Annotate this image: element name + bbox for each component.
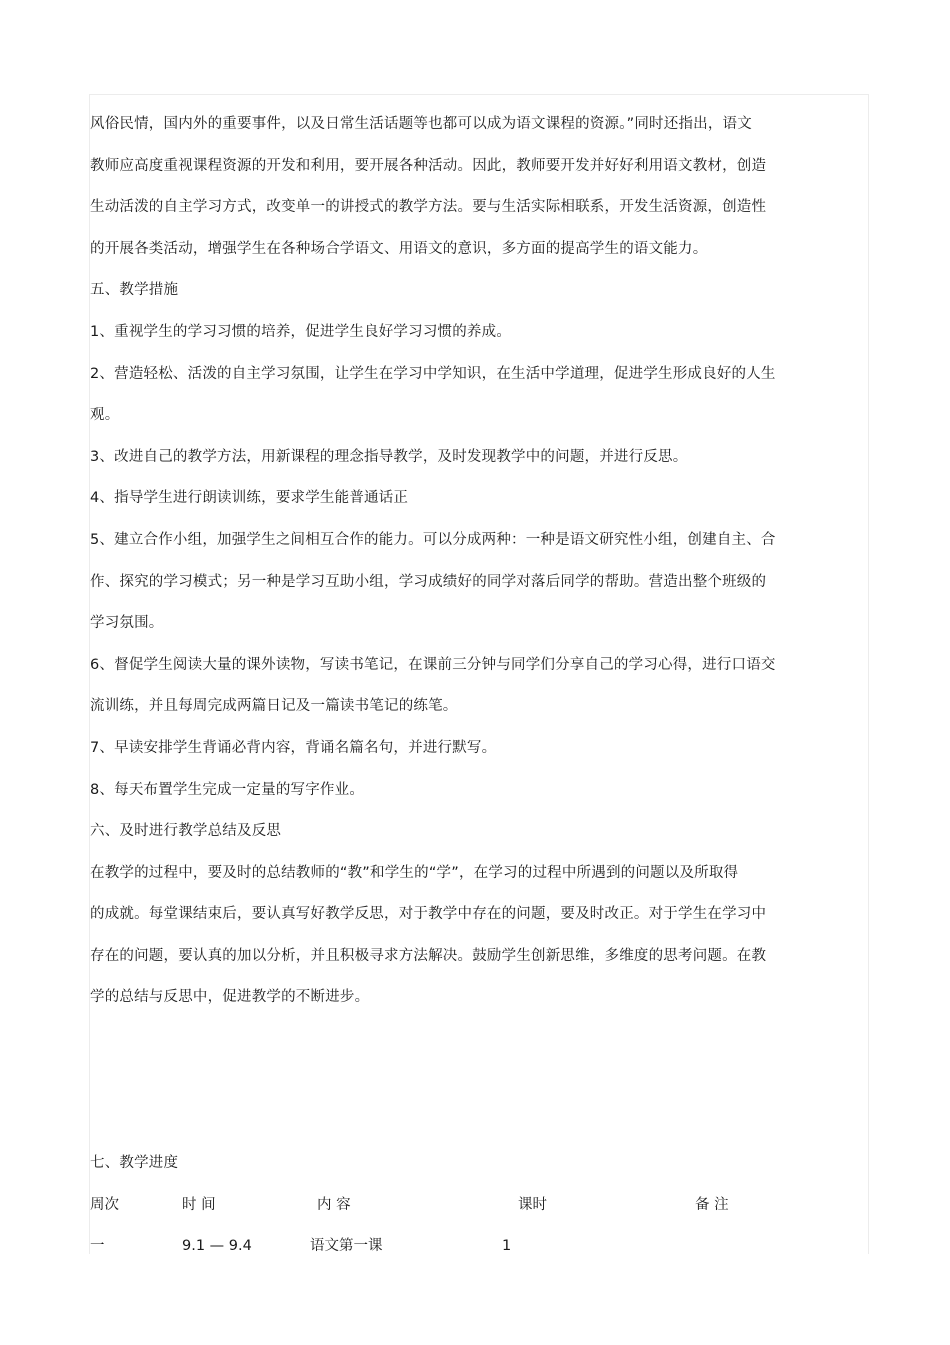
schedule-row [90, 1226, 790, 1268]
cell-week: 一 [90, 1238, 105, 1255]
header-content: 内 容 [317, 1196, 351, 1213]
measure-item-2: 2、营造轻松、活泼的自主学习氛围，让学生在学习中学知识，在生活中学道理，促进学生形成良好的人生 [90, 365, 776, 382]
measure-item-6-cont: 流训练，并且每周完成两篇日记及一篇读书笔记的练笔。 [90, 698, 458, 715]
measure-item-1: 1、重视学生的学习习惯的培养，促进学生良好学习习惯的养成。 [90, 323, 512, 340]
paragraph-line: 的开展各类活动，增强学生在各种场合学语文、用语文的意识，多方面的提高学生的语文能力。 [90, 240, 708, 257]
section-heading-7: 七、教学进度 [90, 1155, 179, 1172]
measure-item-5-cont: 作、探究的学习模式；另一种是学习互助小组，学习成绩好的同学对落后同学的帮助。营造出整个班级的 [90, 573, 767, 590]
section-heading-6: 六、及时进行教学总结及反思 [90, 823, 282, 840]
paragraph-line: 教师应高度重视课程资源的开发和利用，要开展各种活动。因此，教师要开发并好好利用语文教材，创造 [90, 157, 767, 174]
measure-item-5-cont: 学习氛围。 [90, 615, 164, 632]
measure-item-7: 7、早读安排学生背诵必背内容，背诵名篇名句，并进行默写。 [90, 739, 497, 756]
cell-content: 语文第一课 [310, 1238, 383, 1255]
header-hours: 课时 [518, 1196, 547, 1213]
measure-item-5: 5、建立合作小组，加强学生之间相互合作的能力。可以分成两种：一种是语文研究性小组，创建自主、合 [90, 531, 776, 548]
paragraph-line: 生动活泼的自主学习方式，改变单一的讲授式的教学方法。要与生活实际相联系，开发生活资源，创造性 [90, 199, 767, 216]
paragraph-line: 在教学的过程中，要及时的总结教师的“教”和学生的“学”，在学习的过程中所遇到的问题以及所取得 [90, 864, 739, 881]
paragraph-line: 风俗民情，国内外的重要事件，以及日常生活话题等也都可以成为语文课程的资源。”同时还指出，语文 [90, 116, 752, 132]
header-time: 时 间 [182, 1196, 216, 1213]
paragraph-line: 的成就。每堂课结束后，要认真写好教学反思，对于教学中存在的问题，要及时改正。对于学生在学习中 [90, 906, 767, 923]
measure-item-8: 8、每天布置学生完成一定量的写字作业。 [90, 781, 365, 798]
document-body [90, 104, 790, 1268]
paragraph-line: 学的总结与反思中，促进教学的不断进步。 [90, 989, 370, 1006]
cell-time: 9.1 — 9.4 [182, 1238, 252, 1255]
blank-space [90, 1019, 790, 1143]
section-heading-5: 五、教学措施 [90, 282, 179, 299]
header-week: 周次 [90, 1196, 119, 1213]
header-note: 备 注 [695, 1196, 729, 1213]
cell-hours: 1 [502, 1238, 512, 1255]
measure-item-3: 3、改进自己的教学方法，用新课程的理念指导教学，及时发现教学中的问题，并进行反思。 [90, 448, 688, 465]
schedule-header-row [90, 1185, 790, 1227]
paragraph-line: 存在的问题，要认真的加以分析，并且积极寻求方法解决。鼓励学生创新思维，多维度的思考问题。在教 [90, 947, 767, 964]
measure-item-6: 6、督促学生阅读大量的课外读物，写读书笔记，在课前三分钟与同学们分享自己的学习心得，进行口语交 [90, 656, 776, 673]
measure-item-4: 4、指导学生进行朗读训练，要求学生能普通话正 [90, 490, 409, 507]
measure-item-2-cont: 观。 [90, 407, 120, 424]
